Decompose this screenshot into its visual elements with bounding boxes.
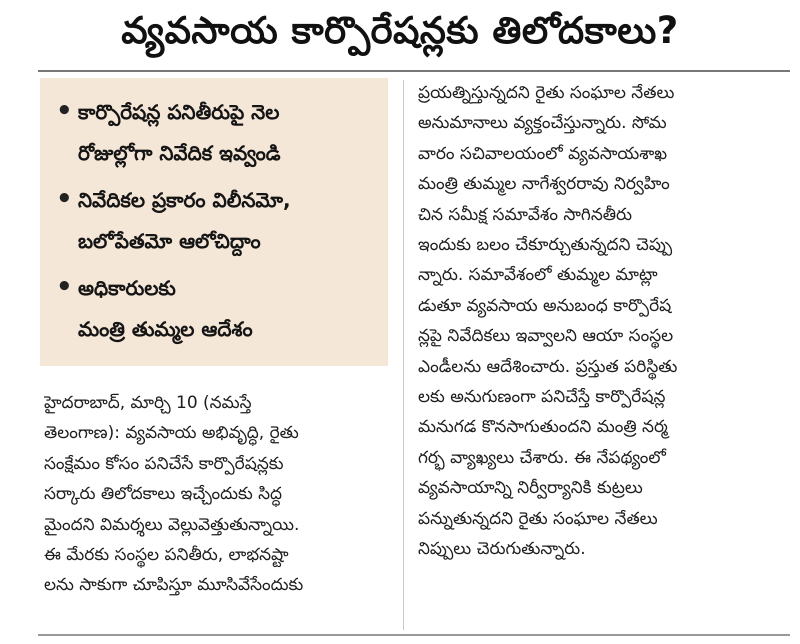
highlight-line: కార్పొరేషన్ల పనితీరుపై నెల [78,100,280,124]
body-line: వ్యవసాయాన్ని నిర్వీర్యానికి కుట్రలు [418,478,643,499]
body-line: ప్రయత్నిస్తున్నదని రైతు సంఘాల నేతలు [418,83,675,103]
body-line: నిప్పులు చెరుగుతున్నారు. [418,539,586,560]
body-line: వారం సచివాలయంలో వ్యవసాయశాఖ [418,143,668,164]
body-line: హైదరాబాద్, మార్చి 10 (నమస్తే [44,393,252,413]
article-body-right [418,78,766,565]
highlight-line: రోజుల్లోగా నివేదిక ఇవ్వండి [78,141,281,165]
body-line: చిన సమీక్ష సమావేశం సాగినతీరు [418,204,633,225]
highlight-line: మంత్రి తుమ్మల ఆదేశం [78,317,253,341]
body-line: లకు అనుగుణంగా పనిచేస్తే కార్పొరేషన్ల [418,387,666,408]
body-line: తెలంగాణ): వ్యవసాయ అభివృద్ధి, రైతు [44,423,299,444]
body-line: అనుమానాలు వ్యక్తంచేస్తున్నారు. సోమ [418,113,667,134]
body-line: సర్కారు తిలోదకాలు ఇచ్చేందుకు సిద్ధ [44,484,283,505]
highlights-box [40,78,388,366]
column-divider [403,80,404,630]
body-line: సంక్షేమం కోసం పనిచేసే కార్పొరేషన్లకు [44,453,284,474]
body-line: ఈ మేరకు సంస్థల పనితీరు, లాభనష్టా [44,545,289,566]
body-line: ఇందుకు బలం చేకూర్చుతున్నదని చెప్పు [418,235,673,256]
article-headline: వ్యవసాయ కార్పొరేషన్లకు తిలోదకాలు? [121,9,679,52]
bullet-icon: • [56,272,73,302]
body-line: ఎండీలను ఆదేశించారు. ప్రస్తుత పరిస్థితు [418,356,678,377]
body-line: పన్నుతున్నదని రైతు సంఘాల నేతలు [418,508,658,529]
body-line: న్నారు. సమావేశంలో తుమ్మల మాట్లా [418,265,658,286]
bullet-icon: • [56,96,73,126]
body-line: లను సాకుగా చూపిస్తూ మూసివేసేందుకు [44,575,304,596]
body-line: మనుగడ కొనసాగుతుందని మంత్రి నర్మ [418,417,668,438]
headline-rule [38,70,790,72]
highlight-item [56,268,376,350]
body-line: మైందని విమర్శలు వెల్లువెత్తుతున్నాయి. [44,514,300,535]
body-line: డుతూ వ్యవసాయ అనుబంధ కార్పొరేష [418,295,672,316]
highlight-line: అధికారులకు [78,276,176,300]
body-line: న్లపై నివేదికలు ఇవ్వాలని ఆయా సంస్థల [418,326,674,347]
body-line: గర్భ వ్యాఖ్యలు చేశారు. ఈ నేపథ్యంలో [418,447,666,468]
body-line: మంత్రి తుమ్మల నాగేశ్వరరావు నిర్వహిం [418,174,670,195]
highlight-item [56,180,376,262]
highlight-item [56,92,376,174]
highlight-line: నివేదికల ప్రకారం విలీనమో, [78,188,291,212]
bullet-icon: • [56,184,73,214]
article-body-left [44,388,392,601]
highlight-line: బలోపేతమో ఆలోచిద్దాం [78,229,261,253]
bottom-rule [38,634,790,636]
